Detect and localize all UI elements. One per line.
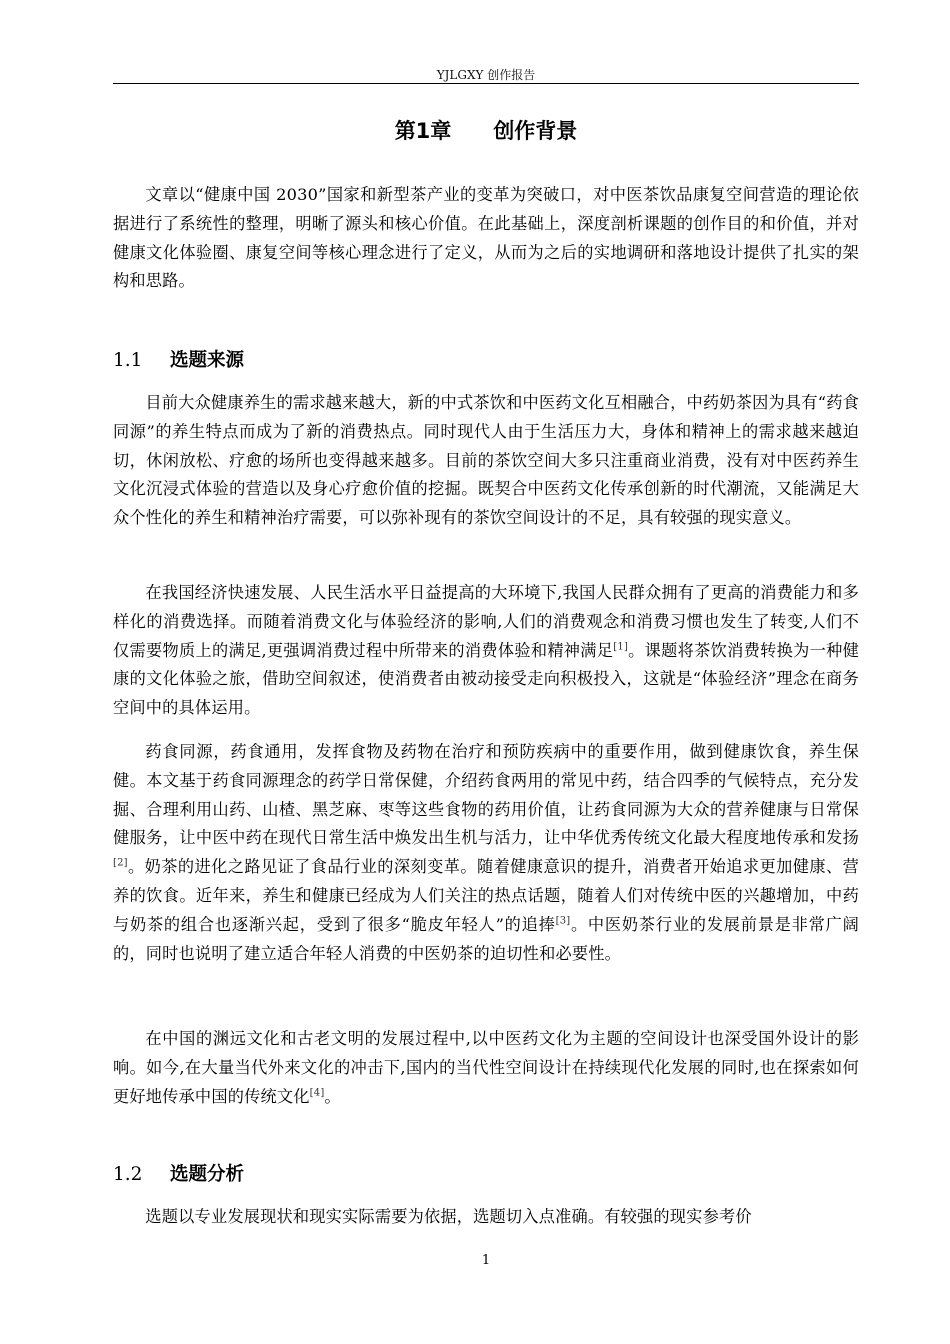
running-header: YJLGXY 创作报告 <box>436 68 536 82</box>
section-heading-1-1 <box>113 348 859 374</box>
chapter-number: 第1章 <box>394 119 452 143</box>
chapter-title <box>113 117 859 145</box>
section-number: 1.1 <box>113 350 143 371</box>
citation-ref[interactable]: [2] <box>113 857 128 869</box>
section-title: 选题分析 <box>170 1164 245 1185</box>
section-heading-1-2 <box>113 1162 859 1188</box>
intro-paragraph: 文章以“健康中国 2030”国家和新型茶产业的变革为突破口，对中医茶饮品康复空间营造的理论依据进行了系统性的整理，明晰了源头和核心价值。在此基础上，深度剖析课题的创作目的和价值，并对健康文化体验圈、康复空间等核心理念进行了定义，从而为之后的实地调研和落地设计提供了扎实的架构和思路。 <box>113 185 859 291</box>
page-number: 1 <box>481 1253 491 1268</box>
citation-ref[interactable]: [3] <box>555 915 571 927</box>
body-paragraph: 目前大众健康养生的需求越来越大，新的中式茶饮和中医药文化互相融合，中药奶茶因为具有“药食同源”的养生特点而成为了新的消费热点。同时现代人由于生活压力大，身体和精神上的需求越来越迫切，休闲放松、疗愈的场所也变得越来越多。目前的茶饮空间大多只注重商业消费，没有对中医药养生文化沉浸式体验的营造以及身心疗愈价值的挖掘。既契合中医药文化传承创新的时代潮流，又能满足大众个性化的养生和精神治疗需要，可以弥补现有的茶饮空间设计的不足，具有较强的现实意义。 <box>113 393 859 528</box>
section-title: 选题来源 <box>170 350 245 371</box>
chapter-name: 创作背景 <box>493 119 578 143</box>
header-divider <box>113 83 859 84</box>
body-paragraph: 在中国的渊远文化和古老文明的发展过程中,以中医药文化为主题的空间设计也深受国外设计的影响。如今,在大量当代外来文化的冲击下,国内的当代性空间设计在持续现代化发展的同时,也在探索如何更好地传承中国的传统文化[4]。 <box>113 1029 859 1106</box>
body-paragraph: 选题以专业发展现状和现实实际需要为依据，选题切入点准确。有较强的现实参考价 <box>145 1207 752 1226</box>
body-paragraph: 在我国经济快速发展、人民生活水平日益提高的大环境下,我国人民群众拥有了更高的消费能力和多样化的消费选择。而随着消费文化与体验经济的影响,人们的消费观念和消费习惯也发生了转变,人们不仅需要物质上的满足,更强调消费过程中所带来的消费体验和精神满足[1]。课题将茶饮消费转换为一种健康的文化体验之旅，借助空间叙述，使消费者由被动接受走向积极投入，这就是“体验经济”理念在商务空间中的具体运用。 <box>113 583 859 718</box>
section-number: 1.2 <box>113 1164 143 1185</box>
citation-ref[interactable]: [1] <box>613 641 629 653</box>
body-paragraph: 药食同源，药食通用，发挥食物及药物在治疗和预防疾病中的重要作用，做到健康饮食，养生保健。本文基于药食同源理念的药学日常保健，介绍药食两用的常见中药，结合四季的气候特点，充分发掘、合理利用山药、山楂、黑芝麻、枣等这些食物的药用价值，让药食同源为大众的营养健康与日常保健服务，让中医中药在现代日常生活中焕发出生机与活力，让中华优秀传统文化最大程度地传承和发扬[2]。奶茶的进化之路见证了食品行业的深刻变革。随着健康意识的提升，消费者开始追求更加健康、营养的饮食。近年来，养生和健康已经成为人们关注的热点话题，随着人们对传统中医的兴趣增加，中药与奶茶的组合也逐渐兴起，受到了很多“脆皮年轻人”的追捧[3]。中医奶茶行业的发展前景是非常广阔的，同时也说明了建立适合年轻人消费的中医奶茶的迫切性和必要性。 <box>113 742 859 963</box>
citation-ref[interactable]: [4] <box>309 1087 325 1099</box>
